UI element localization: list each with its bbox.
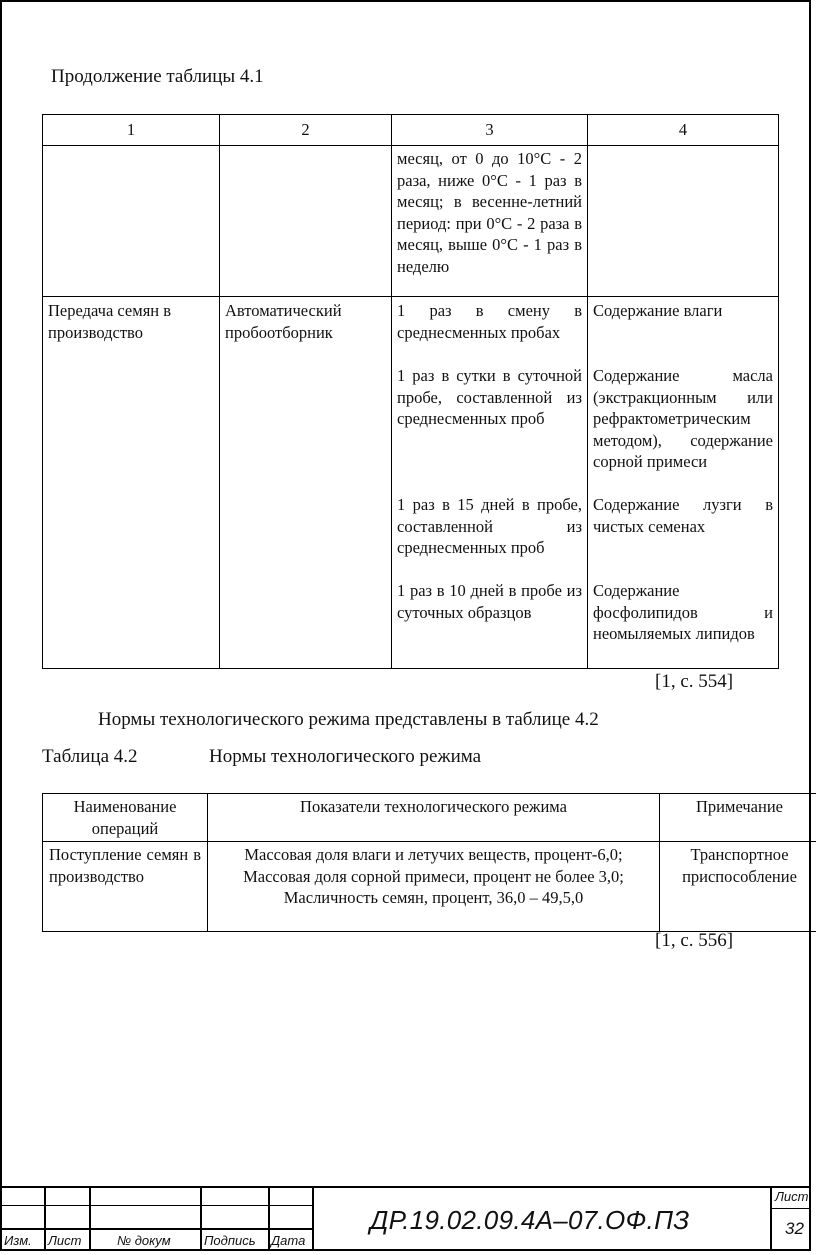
- table41-header-cell: 4: [588, 115, 779, 146]
- table41-frequency-cell: [392, 297, 588, 669]
- parameter-item: Содержание фосфолипидов и неомыляемых липидов: [593, 581, 773, 643]
- frequency-item: 1 раз в смену в среднесменных пробах: [397, 301, 582, 342]
- table42-header-row: [43, 794, 816, 842]
- table41-source: [1, с. 554]: [655, 671, 734, 692]
- parameter-item: Содержание влаги: [593, 301, 723, 320]
- table42-source: [1, с. 556]: [655, 930, 734, 951]
- label-signature: Подпись: [204, 1233, 256, 1248]
- table42-operation-cell: Поступление семян в производство: [43, 842, 208, 932]
- table-4-1: [42, 114, 779, 669]
- table42-number: Таблица 4.2: [42, 746, 138, 767]
- label-list: Лист: [48, 1233, 82, 1248]
- sheet-label: Лист: [775, 1189, 809, 1204]
- indicator-line: Массовая доля влаги и летучих веществ, процент-6,0;: [244, 845, 623, 864]
- table41-continuation-heading: Продолжение таблицы 4.1: [51, 66, 264, 87]
- table41-header-cell: 3: [392, 115, 588, 146]
- indicator-line: Массовая доля сорной примеси, процент не более 3,0;: [243, 866, 624, 886]
- table42-header-cell: Показатели технологического режима: [208, 794, 660, 842]
- table41-parameter-cell: [588, 297, 779, 669]
- label-doc-number: № докум: [117, 1233, 171, 1248]
- table41-continued-cell: месяц, от 0 до 10°С - 2 раза, ниже 0°С - 1 раз в месяц; в весенне-летний период: при 0°С - 2 раза в месяц, выше 0°С - 1 раз в неделю: [392, 146, 588, 297]
- frequency-item: 1 раз в 15 дней в пробе, составленной из среднесменных проб: [397, 495, 582, 557]
- table41-instrument-cell: Автоматический пробоотборник: [220, 297, 392, 669]
- label-date: Дата: [271, 1233, 306, 1248]
- table42-title: Нормы технологического режима: [209, 746, 482, 767]
- label-izm: Изм.: [4, 1233, 32, 1248]
- table41-header-cell: 2: [220, 115, 392, 146]
- table42-indicators-cell: [208, 842, 660, 932]
- document-code: ДР.19.02.09.4А–07.ОФ.ПЗ: [370, 1205, 690, 1235]
- table41-continued-row: [43, 146, 779, 297]
- table-4-2: [42, 793, 816, 932]
- table41-stage-cell: Передача семян в производство: [43, 297, 220, 669]
- parameter-item: Содержание масла (экстракционным или рефрактометрическим методом), содержание сорной примеси: [593, 366, 773, 471]
- frequency-item: 1 раз в 10 дней в пробе из суточных образцов: [397, 581, 582, 622]
- parameter-item: Содержание лузги в чистых семенах: [593, 495, 773, 536]
- table42-header-cell: Примечание: [660, 794, 816, 842]
- sheet-number: 32: [785, 1219, 804, 1238]
- indicator-line: Масличность семян, процент, 36,0 – 49,5,0: [283, 888, 584, 907]
- table41-header-row: [43, 115, 779, 146]
- frequency-item: 1 раз в сутки в суточной пробе, составленной из среднесменных проб: [397, 366, 582, 428]
- table-row: [43, 842, 816, 932]
- body-paragraph: Нормы технологического режима представлены в таблице 4.2: [98, 709, 599, 730]
- table42-note-cell: Транспортное приспособление: [660, 842, 816, 932]
- table-row: [43, 297, 779, 669]
- table41-header-cell: 1: [43, 115, 220, 146]
- table42-header-cell: Наименование операций: [43, 794, 208, 842]
